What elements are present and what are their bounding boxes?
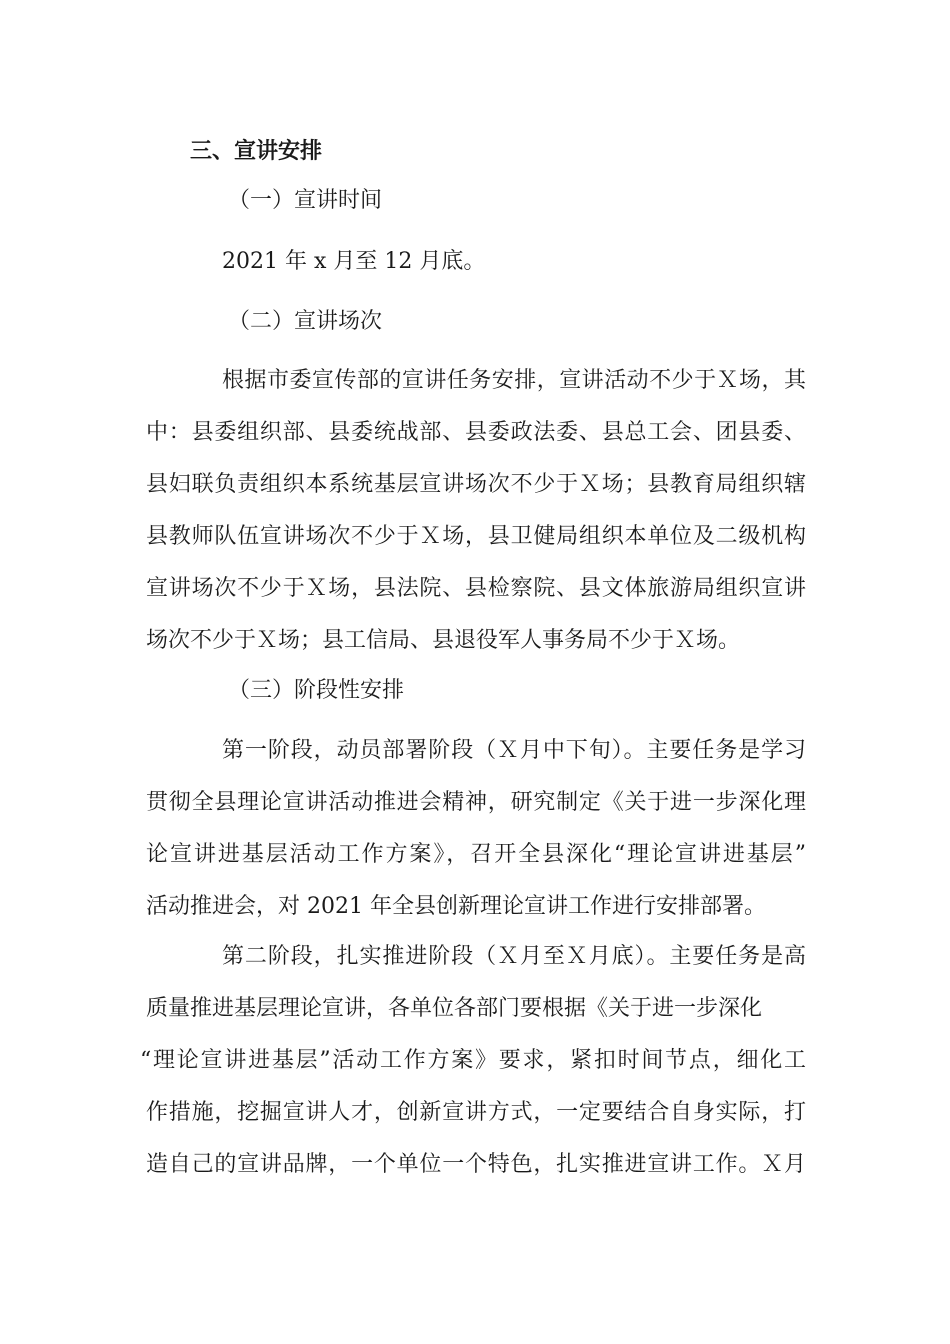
phase1-line: 第一阶段，动员部署阶段（Ｘ月中下旬）。主要任务是学习 bbox=[222, 738, 806, 763]
sessions-line: 场次不少于Ｘ场；县工信局、县退役军人事务局不少于Ｘ场。 bbox=[146, 628, 741, 653]
phase2-line: 质量推进基层理论宣讲，各单位各部门要根据《关于进一步深化 bbox=[146, 996, 763, 1021]
phase2-line: 造自己的宣讲品牌，一个单位一个特色，扎实推进宣讲工作。Ｘ月 bbox=[146, 1152, 806, 1177]
subheading-sessions: （二）宣讲场次 bbox=[228, 309, 383, 334]
phase1-line: 活动推进会，对 2021 年全县创新理论宣讲工作进行安排部署。 bbox=[146, 894, 766, 919]
sessions-line: 县妇联负责组织本系统基层宣讲场次不少于Ｘ场；县教育局组织辖 bbox=[146, 472, 806, 497]
time-text: 2021 年 x 月至 12 月底。 bbox=[222, 249, 486, 274]
subheading-time: （一）宣讲时间 bbox=[228, 188, 383, 213]
phase1-line: 论宣讲进基层活动工作方案》，召开全县深化“理论宣讲进基层” bbox=[146, 842, 806, 867]
sessions-line: 县教师队伍宣讲场次不少于Ｘ场，县卫健局组织本单位及二级机构 bbox=[146, 524, 806, 549]
sessions-line: 宣讲场次不少于Ｘ场，县法院、县检察院、县文体旅游局组织宣讲 bbox=[146, 576, 806, 601]
section-heading: 三、宣讲安排 bbox=[190, 139, 323, 164]
phase2-line: “理论宣讲进基层”活动工作方案》要求，紧扣时间节点，细化工 bbox=[140, 1048, 806, 1073]
sessions-line: 中：县委组织部、县委统战部、县委政法委、县总工会、团县委、 bbox=[146, 420, 806, 445]
phase1-line: 贯彻全县理论宣讲活动推进会精神，研究制定《关于进一步深化理 bbox=[146, 790, 806, 815]
phase2-line: 第二阶段，扎实推进阶段（Ｘ月至Ｘ月底）。主要任务是高 bbox=[222, 944, 806, 969]
sessions-line: 根据市委宣传部的宣讲任务安排，宣讲活动不少于Ｘ场，其 bbox=[222, 368, 806, 393]
phase2-line: 作措施，挖掘宣讲人才，创新宣讲方式，一定要结合自身实际，打 bbox=[146, 1100, 806, 1125]
subheading-phases: （三）阶段性安排 bbox=[228, 678, 405, 703]
